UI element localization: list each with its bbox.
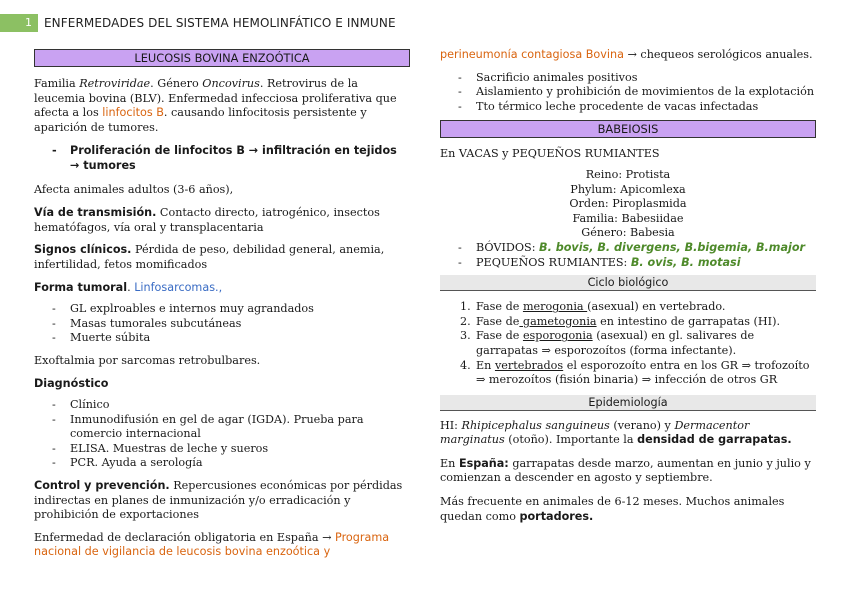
spain-paragraph: En España: garrapatas desde marzo, aumentan en junio y julio y comienzan a descender en agosto y septiembre. — [440, 456, 811, 485]
list-item: - ELISA. Muestras de leche y sueros — [34, 442, 410, 457]
list-item: 2. Fase de gametogonia en intestino de garrapatas (HI). — [460, 314, 781, 328]
diagnosis-list — [34, 398, 410, 471]
list-item: - PCR. Ayuda a serología — [34, 456, 410, 471]
intermediate-host-paragraph: HI: Rhipicephalus sanguineus (verano) y Dermacentor marginatus (otoño). Importante la densidad de garrapatas. — [440, 418, 792, 447]
section-heading-babesiosis: BABEIOSIS — [440, 120, 816, 138]
list-item: - Muerte súbita — [34, 331, 410, 346]
leucosis-intro: Familia Retroviridae. Género Oncovirus. Retrovirus de la leucemia bovina (BLV). Enfermedad infecciosa proliferativa que afecta a los linfocitos B. causando linfocitosis persistente y aparición de tumores. — [34, 77, 397, 134]
list-item: - Clínico — [34, 398, 410, 413]
list-item: - Inmunodifusión en gel de agar (IGDA). Prueba para comercio internacional — [34, 413, 410, 442]
control-paragraph: Control y prevención. Repercusiones económicas por pérdidas indirectas en planes de inmunización y/o erradicación y prohibición de exportaciones — [34, 479, 403, 522]
page-header — [0, 14, 848, 32]
cycle-list — [440, 300, 816, 388]
exophthalmia-text: Exoftalmia por sarcomas retrobulbares. — [34, 353, 261, 367]
list-item: - Aislamiento y prohibición de movimientos de la explotación — [440, 85, 816, 100]
host-text: En VACAS y PEQUEÑOS RUMIANTES — [440, 147, 660, 161]
taxonomy-block — [440, 168, 816, 241]
list-item: - GL explroables e internos muy agrandados — [34, 302, 410, 317]
left-column — [34, 49, 410, 560]
declaration-paragraph: Enfermedad de declaración obligatoria en España → Programa nacional de vigilancia de leucosis bovina enzoótica y — [34, 530, 390, 559]
list-item: - PEQUEÑOS RUMIANTES: B. ovis, B. motasi — [440, 256, 816, 271]
diagnosis-heading: Diagnóstico — [34, 376, 109, 390]
control-measures-list — [440, 71, 816, 115]
list-item: 4. En vertebrados el esporozoíto entra en los GR ⇒ trofozoíto ⇒ merozoítos (fisión binaria) ⇒ infección de otros GR — [460, 358, 810, 387]
species-list — [440, 241, 816, 270]
taxonomy-line: Phylum: Apicomlexa — [570, 182, 686, 196]
page-number: 1 — [0, 14, 38, 32]
frequency-paragraph: Más frecuente en animales de 6-12 meses. Muchos animales quedan como portadores. — [440, 495, 785, 523]
proliferation-list — [34, 144, 410, 173]
clinical-signs-paragraph: Signos clínicos. Pérdida de peso, debilidad general, anemia, infertilidad, fetos momificados — [34, 243, 385, 271]
affects-text: Afecta animales adultos (3-6 años), — [34, 182, 234, 196]
transmission-paragraph: Vía de transmisión. Contacto directo, iatrogénico, insectos hematófagos, vía oral y transplacentaria — [34, 206, 380, 234]
list-item: - BÓVIDOS: B. bovis, B. divergens, B.bigemia, B.major — [440, 241, 816, 256]
taxonomy-line: Familia: Babesiidae — [572, 211, 684, 225]
list-item: 1. Fase de merogonia (asexual) en vertebrado. — [460, 300, 726, 314]
cycle-heading: Ciclo biológico — [440, 275, 816, 291]
taxonomy-line: Orden: Piroplasmida — [569, 197, 687, 211]
epidemiology-heading: Epidemiología — [440, 395, 816, 411]
document-title: ENFERMEDADES DEL SISTEMA HEMOLINFÁTICO E INMUNE — [44, 16, 396, 30]
tumoral-form-list — [34, 302, 410, 346]
list-item: - Sacrificio animales positivos — [440, 71, 816, 86]
tumoral-form-paragraph: Forma tumoral. Linfosarcomas., — [34, 280, 223, 294]
taxonomy-line: Reino: Protista — [585, 167, 671, 181]
list-item: - Proliferación de linfocitos B → infiltración en tejidos → tumores — [34, 144, 410, 173]
right-column — [440, 48, 816, 524]
list-item: 3. Fase de esporogonia (asexual) en gl. salivares de garrapatas ⇒ esporozoítos (forma infectante). — [460, 329, 755, 357]
taxonomy-line: Género: Babesia — [581, 226, 675, 240]
list-item: - Tto térmico leche procedente de vacas infectadas — [440, 100, 816, 115]
program-continuation: perineumonía contagiosa Bovina → chequeos serológicos anuales. — [440, 48, 813, 61]
section-heading-leucosis: LEUCOSIS BOVINA ENZOÓTICA — [34, 49, 410, 67]
list-item: - Masas tumorales subcutáneas — [34, 317, 410, 332]
